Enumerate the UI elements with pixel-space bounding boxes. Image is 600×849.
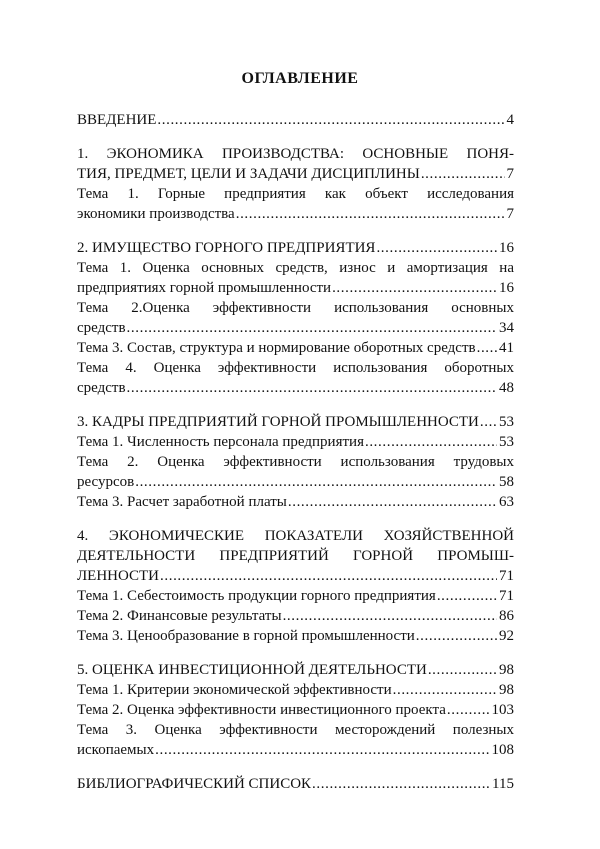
dot-leader <box>416 626 497 646</box>
dot-leader <box>283 606 497 626</box>
dot-leader <box>332 278 497 298</box>
toc-section-3-text: 3. КАДРЫ ПРЕДПРИЯТИЙ ГОРНОЙ ПРОМЫШЛЕННОСТИ <box>77 414 479 430</box>
toc-entry-bibliography[interactable] <box>77 774 514 794</box>
toc-section-4-line: 4. ЭКОНОМИЧЕСКИЕ ПОКАЗАТЕЛИ ХОЗЯЙСТВЕННОЙ <box>77 528 514 544</box>
toc-topic-3-3-text: Тема 3. Расчет заработной платы <box>77 494 287 510</box>
toc-topic-2-3-text: Тема 3. Состав, структура и нормирование оборотных средств <box>77 340 476 356</box>
toc-entry-intro-text: ВВЕДЕНИЕ <box>77 112 157 128</box>
toc-section-4-line: ДЕЯТЕЛЬНОСТИ ПРЕДПРИЯТИЙ ГОРНОЙ ПРОМЫШ- <box>77 548 514 564</box>
toc-topic-3-2-line: Тема 2. Оценка эффективности использования трудовых <box>77 454 514 470</box>
toc-entry-bibliography-text: БИБЛИОГРАФИЧЕСКИЙ СПИСОК <box>77 776 312 792</box>
toc-topic-4-2[interactable] <box>77 606 514 626</box>
toc-topic-5-1-text: Тема 1. Критерии экономической эффективности <box>77 682 392 698</box>
page-number: 92 <box>499 628 514 644</box>
dot-leader <box>447 700 490 720</box>
page-number: 58 <box>499 474 514 490</box>
toc-topic-2-1[interactable] <box>77 278 514 298</box>
page-number: 103 <box>491 702 514 718</box>
toc-topic-3-2-text: ресурсов <box>77 474 135 490</box>
toc-section-4[interactable] <box>77 566 514 586</box>
toc-topic-2-3[interactable] <box>77 338 514 358</box>
toc-topic-5-1[interactable] <box>77 680 514 700</box>
toc-topic-5-3-line: Тема 3. Оценка эффективности месторождений полезных <box>77 722 514 738</box>
toc-topic-4-3[interactable] <box>77 626 514 646</box>
dot-leader <box>157 110 504 130</box>
page-number: 53 <box>499 434 514 450</box>
toc-topic-4-1[interactable] <box>77 586 514 606</box>
toc-section-1-line: 1. ЭКОНОМИКА ПРОИЗВОДСТВА: ОСНОВНЫЕ ПОНЯ- <box>77 146 514 162</box>
dot-leader <box>127 378 497 398</box>
toc-topic-5-2[interactable] <box>77 700 514 720</box>
page-number: 16 <box>499 240 514 256</box>
toc-topic-2-2[interactable] <box>77 318 514 338</box>
toc-topic-4-1-text: Тема 1. Себестоимость продукции горного предприятия <box>77 588 436 604</box>
page-number: 16 <box>499 280 514 296</box>
toc-topic-2-1-text: предприятиях горной промышленности <box>77 280 332 296</box>
dot-leader <box>480 412 497 432</box>
dot-leader <box>312 774 490 794</box>
toc-topic-3-3[interactable] <box>77 492 514 512</box>
dot-leader <box>135 472 497 492</box>
page-number: 98 <box>499 662 514 678</box>
dot-leader <box>437 586 497 606</box>
dot-leader <box>155 740 489 760</box>
dot-leader <box>428 660 497 680</box>
toc-section-1-text: ТИЯ, ПРЕДМЕТ, ЦЕЛИ И ЗАДАЧИ ДИСЦИПЛИНЫ <box>77 166 420 182</box>
toc-section-3[interactable] <box>77 412 514 432</box>
page-number: 71 <box>499 588 514 604</box>
toc-topic-2-2-text: средств <box>77 320 126 336</box>
toc-topic-2-4-line: Тема 4. Оценка эффективности использования оборотных <box>77 360 514 376</box>
toc-topic-4-2-text: Тема 2. Финансовые результаты <box>77 608 282 624</box>
toc-topic-2-1-line: Тема 1. Оценка основных средств, износ и амортизация на <box>77 260 514 276</box>
page-number: 86 <box>499 608 514 624</box>
toc-topic-2-4-text: средств <box>77 380 126 396</box>
toc-topic-5-3-text: ископаемых <box>77 742 155 758</box>
page-number: 41 <box>499 340 514 356</box>
toc-topic-4-3-text: Тема 3. Ценообразование в горной промышленности <box>77 628 415 644</box>
toc-section-1[interactable] <box>77 164 514 184</box>
toc-topic-3-1-text: Тема 1. Численность персонала предприятия <box>77 434 364 450</box>
dot-leader <box>127 318 497 338</box>
toc-topic-5-2-text: Тема 2. Оценка эффективности инвестиционного проекта <box>77 702 446 718</box>
toc-topic-2-4[interactable] <box>77 378 514 398</box>
page-number: 7 <box>506 206 514 222</box>
page-number: 34 <box>499 320 514 336</box>
toc-section-5[interactable] <box>77 660 514 680</box>
toc-topic-1-1-text: экономики производства <box>77 206 235 222</box>
toc-topic-1-1-line: Тема 1. Горные предприятия как объект исследования <box>77 186 514 202</box>
toc-entry-intro[interactable] <box>77 110 514 130</box>
dot-leader <box>236 204 505 224</box>
dot-leader <box>365 432 497 452</box>
toc-topic-3-1[interactable] <box>77 432 514 452</box>
dot-leader <box>376 238 497 258</box>
page-number: 71 <box>499 568 514 584</box>
toc-topic-1-1[interactable] <box>77 204 514 224</box>
toc-topic-5-3[interactable] <box>77 740 514 760</box>
page-title: ОГЛАВЛЕНИЕ <box>241 70 359 87</box>
dot-leader <box>160 566 497 586</box>
page-number: 115 <box>492 776 514 792</box>
page-number: 53 <box>499 414 514 430</box>
page-number: 48 <box>499 380 514 396</box>
toc-section-5-text: 5. ОЦЕНКА ИНВЕСТИЦИОННОЙ ДЕЯТЕЛЬНОСТИ <box>77 662 427 678</box>
toc-section-2-text: 2. ИМУЩЕСТВО ГОРНОГО ПРЕДПРИЯТИЯ <box>77 240 376 256</box>
dot-leader <box>288 492 497 512</box>
page-number: 7 <box>506 166 514 182</box>
page-number: 98 <box>499 682 514 698</box>
toc-section-2[interactable] <box>77 238 514 258</box>
page-number: 108 <box>491 742 514 758</box>
dot-leader <box>477 338 497 358</box>
page-number: 4 <box>506 112 514 128</box>
toc-section-4-text: ЛЕННОСТИ <box>77 568 160 584</box>
toc-topic-2-2-line: Тема 2.Оценка эффективности использования основных <box>77 300 514 316</box>
page-number: 63 <box>499 494 514 510</box>
toc-topic-3-2[interactable] <box>77 472 514 492</box>
dot-leader <box>393 680 497 700</box>
dot-leader <box>421 164 505 184</box>
